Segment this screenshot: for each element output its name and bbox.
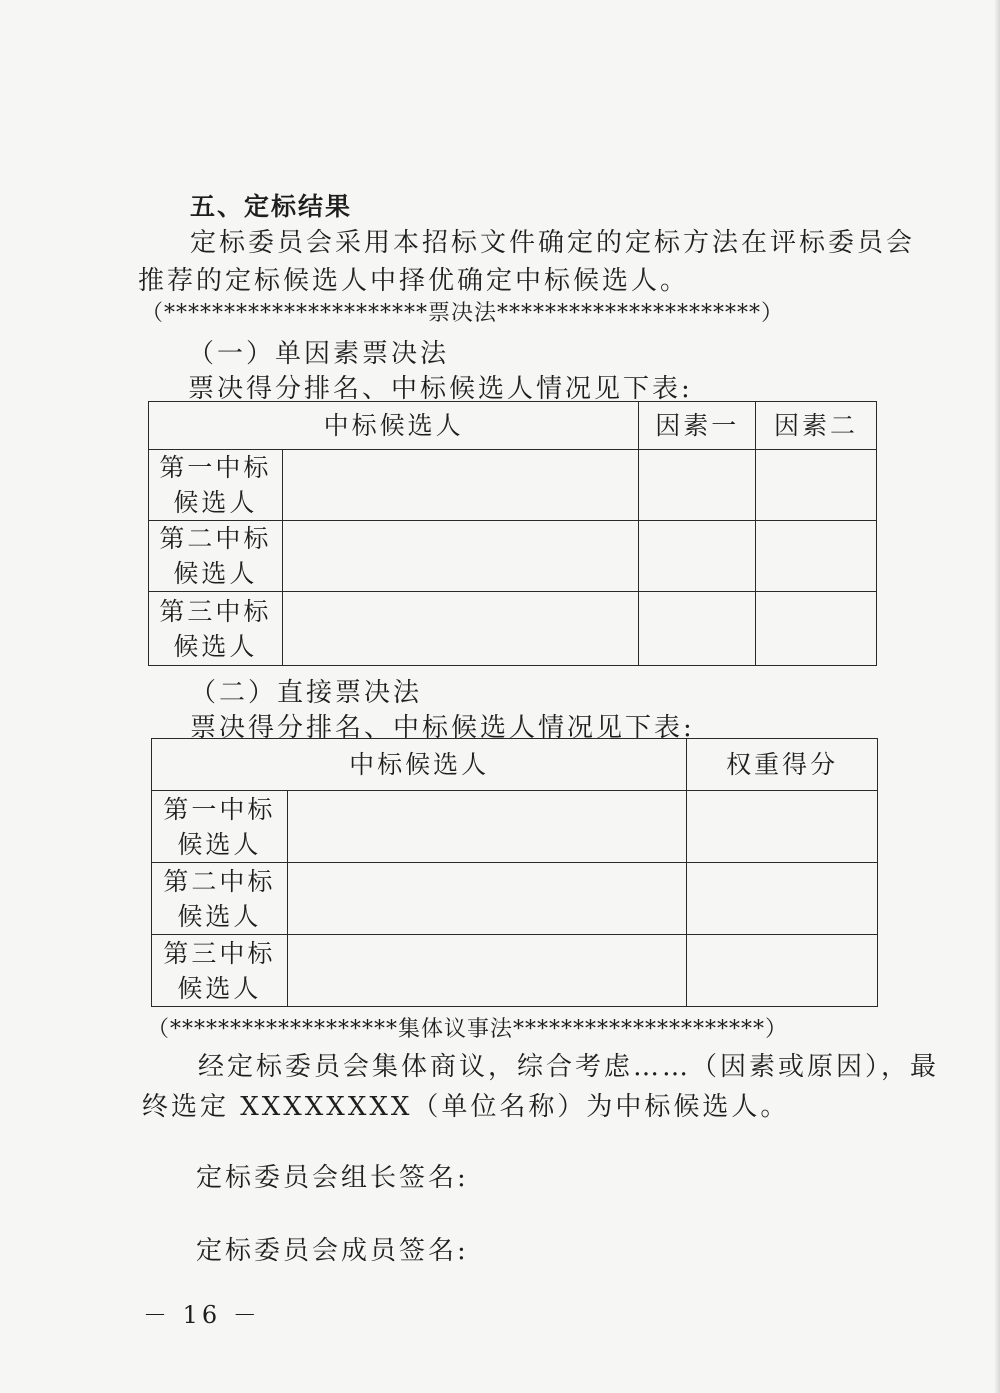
header-factor-1: 因素一: [639, 402, 756, 450]
row-label: [152, 935, 288, 1007]
single-factor-heading: （一）单因素票决法: [188, 339, 450, 369]
header-factor-2: 因素二: [756, 402, 877, 450]
factor-2-cell: [756, 521, 877, 592]
row-label-line-1: 第三中标: [163, 938, 276, 968]
candidate-cell: [287, 935, 686, 1007]
candidate-cell: [287, 791, 686, 863]
direct-vote-table: [151, 738, 878, 1007]
factor-1-cell: [639, 450, 756, 521]
page-number: － 16 －: [143, 1301, 261, 1329]
header-candidate: 中标候选人: [152, 739, 687, 791]
factor-2-cell: [756, 450, 877, 521]
table-row: [149, 521, 877, 592]
factor-1-cell: [639, 521, 756, 592]
row-label-line-2: 候选人: [177, 829, 262, 859]
factor-2-cell: [756, 592, 877, 666]
members-signature-label: 定标委员会成员签名:: [196, 1236, 469, 1266]
candidate-cell: [282, 450, 638, 521]
weight-score-cell: [687, 935, 878, 1007]
single-factor-caption: 票决得分排名、中标候选人情况见下表:: [188, 374, 693, 404]
table-row: [149, 450, 877, 521]
section-title: 五、定标结果: [190, 192, 353, 221]
collective-method-marker: （*******************集体议事法*********************）: [147, 1017, 789, 1042]
collective-paragraph-line-2: 终选定 XXXXXXXX（单位名称）为中标候选人。: [142, 1092, 790, 1122]
weight-score-cell: [687, 791, 878, 863]
row-label-line-2: 候选人: [173, 631, 258, 661]
table-row: [152, 863, 878, 935]
row-label-line-1: 第一中标: [163, 794, 276, 824]
row-label: [149, 450, 283, 521]
candidate-cell: [287, 863, 686, 935]
candidate-cell: [282, 592, 638, 666]
vote-method-marker: （**********************票决法**********************）: [141, 301, 785, 326]
intro-paragraph-line-1: 定标委员会采用本招标文件确定的定标方法在评标委员会: [190, 228, 916, 258]
factor-1-cell: [639, 592, 756, 666]
collective-paragraph-line-1: 经定标委员会集体商议，综合考虑……（因素或原因），最: [198, 1052, 940, 1082]
leader-signature-label: 定标委员会组长签名:: [196, 1163, 469, 1193]
row-label-line-2: 候选人: [173, 488, 258, 517]
table-row: [152, 935, 878, 1007]
row-label: [149, 521, 283, 592]
row-label-line-1: 第三中标: [159, 596, 272, 626]
row-label: [152, 791, 288, 863]
weight-score-cell: [687, 863, 878, 935]
row-label-line-1: 第二中标: [159, 524, 272, 553]
row-label-line-2: 候选人: [173, 559, 258, 588]
intro-paragraph-line-2: 推荐的定标候选人中择优确定中标候选人。: [138, 266, 690, 296]
single-factor-table: [148, 401, 877, 666]
header-candidate: 中标候选人: [149, 402, 639, 450]
row-label-line-2: 候选人: [177, 973, 262, 1003]
row-label-line-1: 第二中标: [163, 866, 276, 896]
header-weight-score: 权重得分: [687, 739, 878, 791]
row-label: [152, 863, 288, 935]
table-row: [149, 592, 877, 666]
table-header-row: [149, 402, 877, 450]
direct-vote-heading: （二）直接票决法: [190, 678, 423, 708]
table-header-row: [152, 739, 878, 791]
row-label-line-2: 候选人: [177, 901, 262, 931]
table-row: [152, 791, 878, 863]
page-edge-shadow: [994, 0, 1000, 1393]
direct-vote-caption: 票决得分排名、中标候选人情况见下表:: [190, 713, 695, 743]
row-label: [149, 592, 283, 666]
row-label-line-1: 第一中标: [159, 453, 272, 482]
candidate-cell: [282, 521, 638, 592]
